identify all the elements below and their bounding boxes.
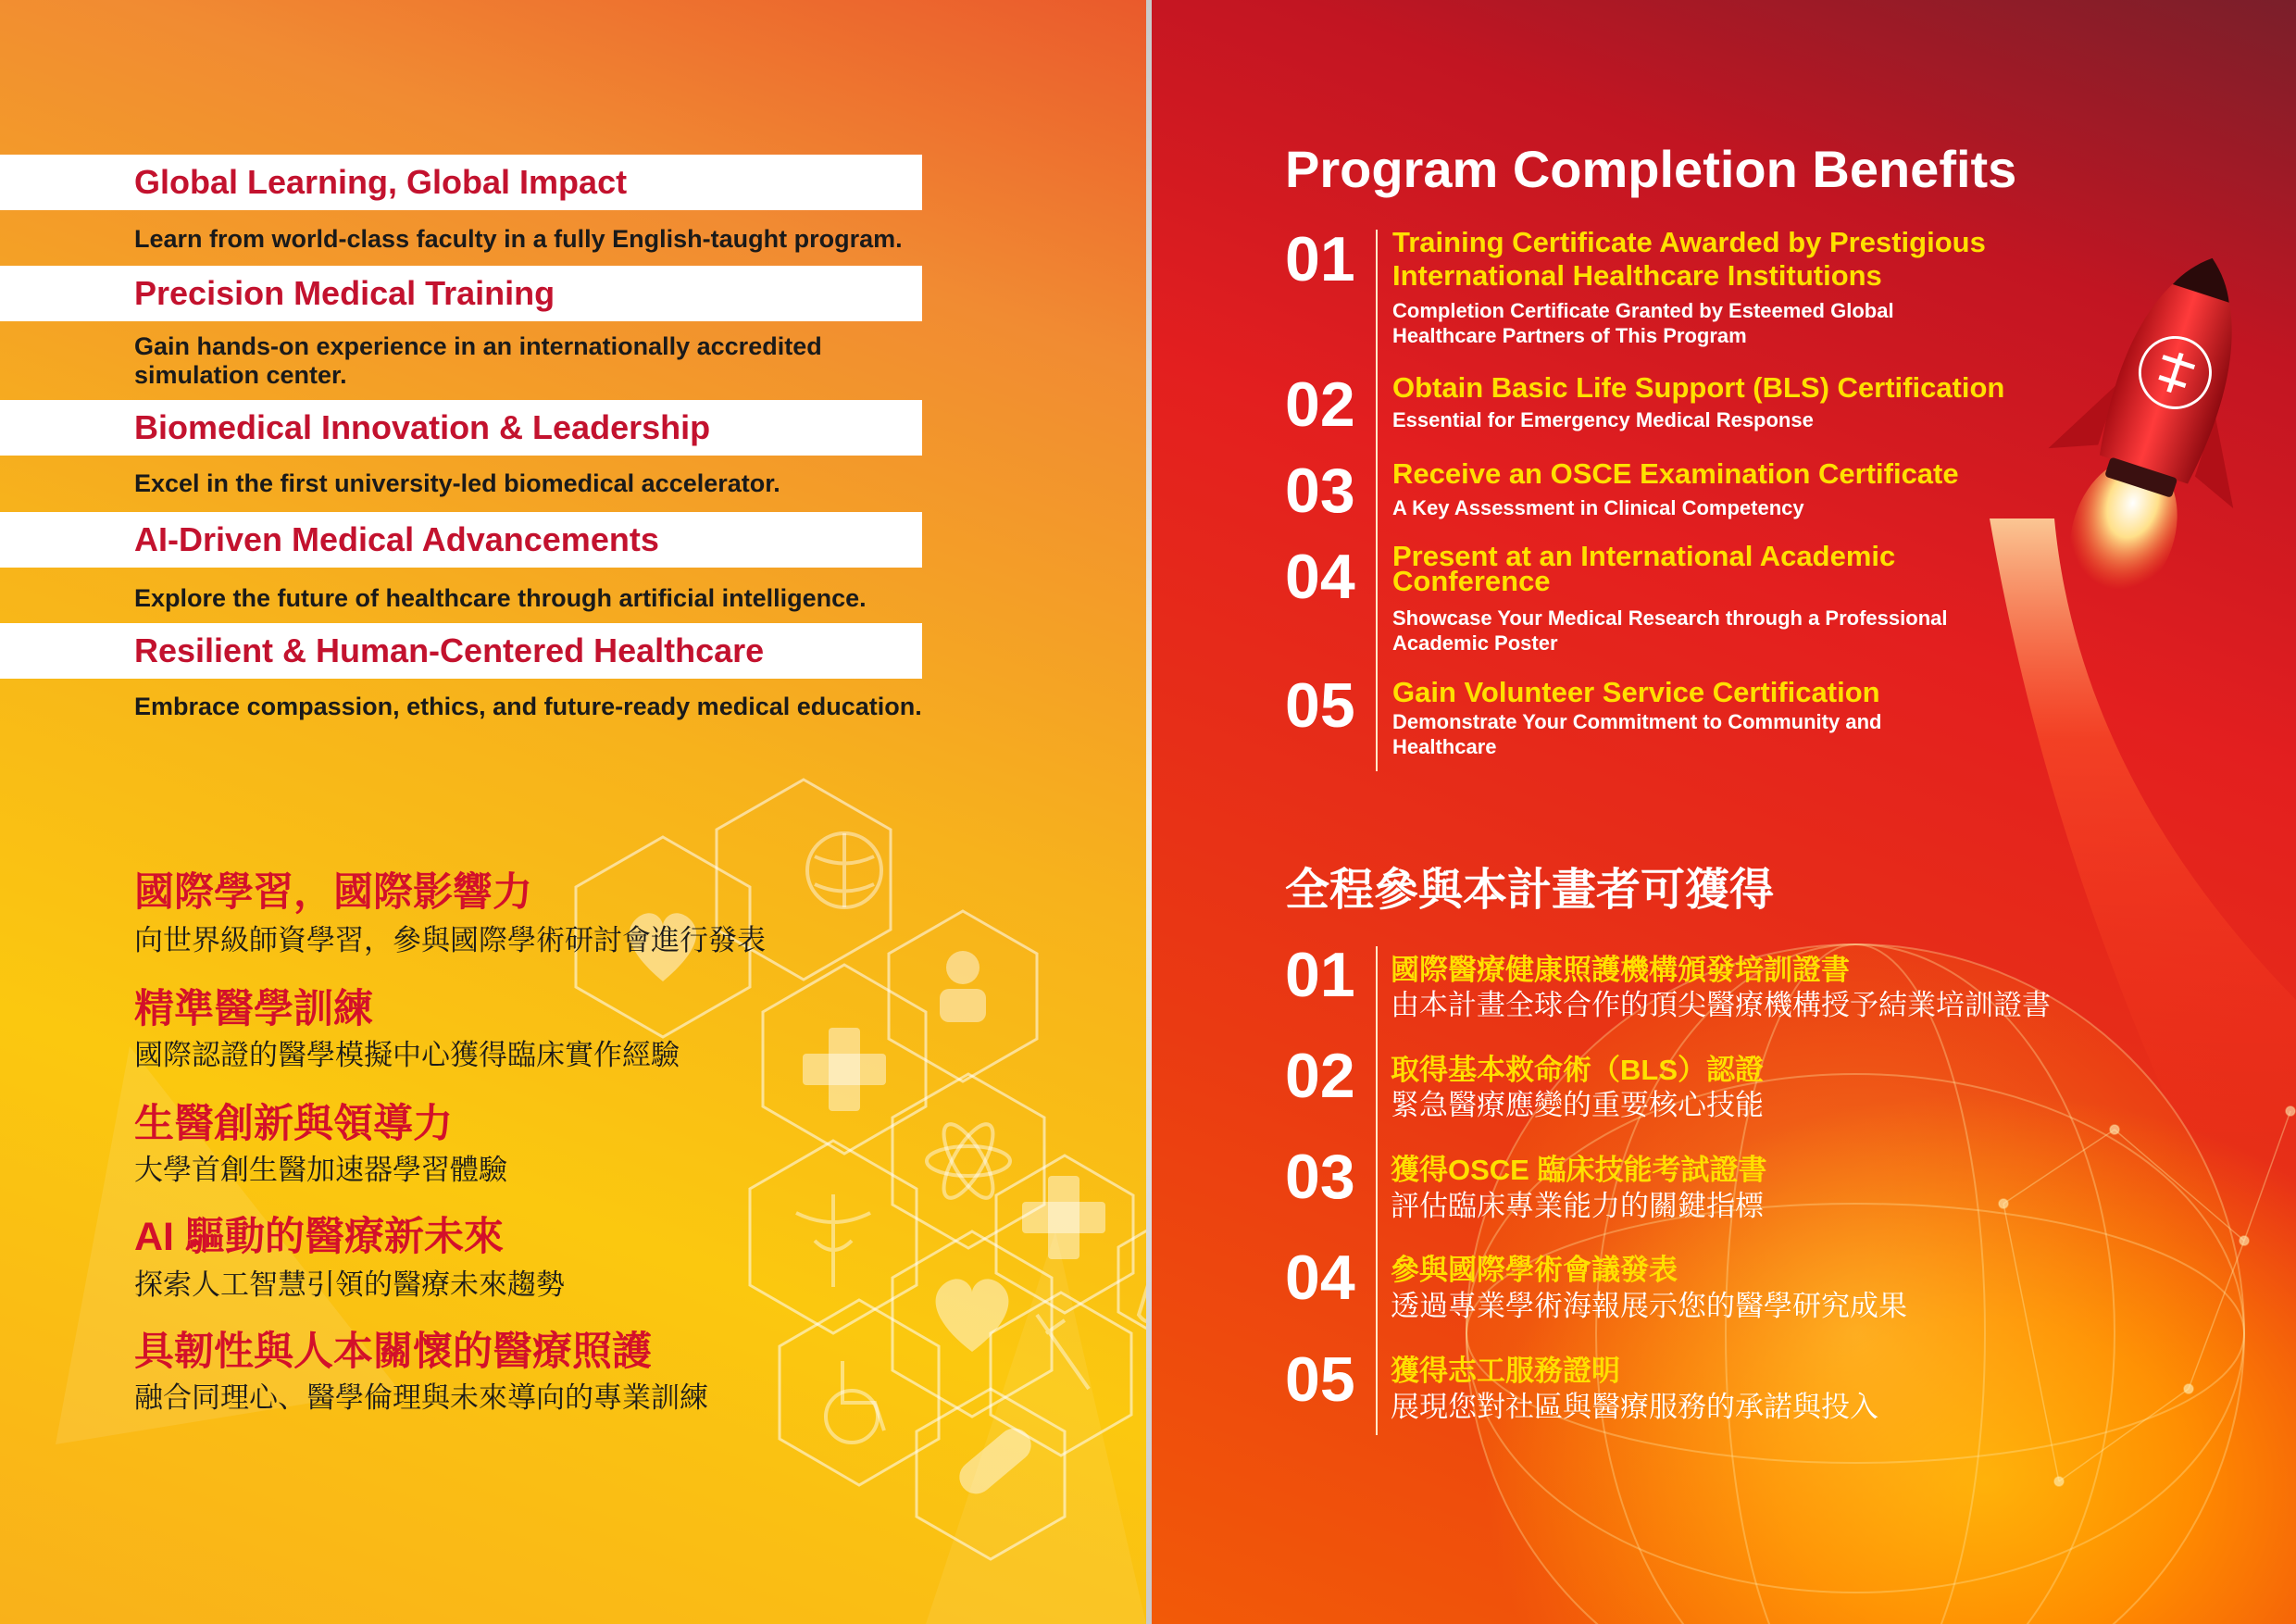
zh-benefit-desc: 由本計畫全球合作的頂尖醫療機構授予結業培訓證書 bbox=[1391, 989, 2051, 1021]
pill-icon bbox=[953, 1421, 1038, 1500]
feature-title: Precision Medical Training bbox=[134, 274, 555, 312]
benefit-desc: Essential for Emergency Medical Response bbox=[1392, 408, 1814, 431]
benefits-heading: Program Completion Benefits bbox=[1285, 140, 2017, 198]
benefit-number: 03 bbox=[1285, 1142, 1355, 1212]
benefit-title: Training Certificate Awarded by Prestigious International Healthcare Institutions bbox=[1392, 226, 1986, 292]
feature-desc: Learn from world-class faculty in a fully English-taught program. bbox=[134, 225, 903, 253]
benefits-heading-zh: 全程參與本計畫者可獲得 bbox=[1285, 866, 1775, 915]
feature-title: Global Learning, Global Impact bbox=[134, 163, 628, 201]
zh-feature-title: AI 驅動的醫療新未來 bbox=[134, 1215, 504, 1259]
zh-benefit-desc: 評估臨床專業能力的關鍵指標 bbox=[1391, 1190, 1764, 1222]
benefit-number: 02 bbox=[1285, 369, 1355, 440]
benefit-number: 03 bbox=[1285, 456, 1355, 526]
benefit-number: 01 bbox=[1285, 940, 1355, 1010]
benefit-number: 04 bbox=[1285, 542, 1355, 612]
doctor-icon bbox=[946, 951, 980, 984]
benefit-title: Present at an International Academic Conference bbox=[1392, 540, 1896, 597]
feature-title: Resilient & Human-Centered Healthcare bbox=[134, 631, 765, 669]
test-tube-icon bbox=[1139, 1241, 1146, 1322]
zh-feature-title: 精準醫學訓練 bbox=[134, 987, 373, 1031]
benefit-title: Obtain Basic Life Support (BLS) Certification bbox=[1392, 371, 2005, 404]
caduceus-icon bbox=[796, 1194, 870, 1287]
benefit-desc: A Key Assessment in Clinical Competency bbox=[1392, 496, 1804, 519]
right-panel bbox=[1152, 0, 2296, 1624]
benefit-number: 01 bbox=[1285, 224, 1355, 294]
feature-desc: Embrace compassion, ethics, and future-ready medical education. bbox=[134, 693, 922, 720]
zh-feature-desc: 探索人工智慧引領的醫療未來趨勢 bbox=[134, 1268, 565, 1301]
zh-feature-title: 國際學習，國際影響力 bbox=[134, 870, 532, 915]
benefit-number: 04 bbox=[1285, 1243, 1355, 1313]
zh-benefit-desc: 透過專業學術海報展示您的醫學研究成果 bbox=[1391, 1290, 1907, 1322]
zh-feature-desc: 大學首創生醫加速器學習體驗 bbox=[134, 1154, 507, 1186]
syringe-icon bbox=[1037, 1315, 1089, 1389]
zh-feature-title: 具韌性與人本關懷的醫療照護 bbox=[134, 1330, 652, 1374]
atom-icon bbox=[927, 1146, 1010, 1176]
wheelchair-icon bbox=[826, 1391, 878, 1443]
feature-desc: Explore the future of healthcare through artificial intelligence. bbox=[134, 584, 867, 612]
feature-desc: Excel in the first university-led biomedical accelerator. bbox=[134, 469, 780, 497]
zh-feature-desc: 融合同理心、醫學倫理與未來導向的專業訓練 bbox=[134, 1381, 708, 1414]
benefit-desc: Completion Certificate Granted by Esteemed Global Healthcare Partners of This Program bbox=[1392, 299, 1894, 347]
benefit-number: 05 bbox=[1285, 670, 1355, 741]
zh-benefit-title: 獲得志工服務證明 bbox=[1391, 1355, 1620, 1387]
benefit-desc: Showcase Your Medical Research through a Professional Academic Poster bbox=[1392, 606, 1948, 655]
zh-feature-desc: 向世界級師資學習，參與國際學術研討會進行發表 bbox=[134, 924, 766, 956]
rocket-graphic bbox=[2022, 231, 2296, 620]
feature-title: Biomedical Innovation & Leadership bbox=[134, 408, 711, 446]
feature-title: AI-Driven Medical Advancements bbox=[134, 520, 659, 558]
zh-feature-title: 生醫創新與領導力 bbox=[134, 1102, 453, 1146]
feature-desc: Gain hands-on experience in an internationally accredited simulation center. bbox=[134, 332, 822, 389]
benefit-title: Receive an OSCE Examination Certificate bbox=[1392, 457, 1959, 490]
zh-benefit-desc: 緊急醫療應變的重要核心技能 bbox=[1391, 1089, 1764, 1121]
zh-benefit-desc: 展現您對社區與醫療服務的承諾與投入 bbox=[1391, 1391, 1878, 1423]
zh-benefit-title: 取得基本救命術（BLS）認證 bbox=[1391, 1054, 1764, 1086]
zh-benefit-title: 國際醫療健康照護機構頒發培訓證書 bbox=[1391, 954, 1850, 986]
zh-benefit-title: 獲得OSCE 臨床技能考試證書 bbox=[1391, 1154, 1767, 1186]
benefit-number: 02 bbox=[1285, 1041, 1355, 1111]
zh-benefit-title: 參與國際學術會議發表 bbox=[1391, 1254, 1678, 1286]
left-panel bbox=[0, 0, 1146, 1624]
zh-feature-desc: 國際認證的醫學模擬中心獲得臨床實作經驗 bbox=[134, 1039, 680, 1071]
benefit-number: 05 bbox=[1285, 1344, 1355, 1415]
benefit-desc: Demonstrate Your Commitment to Community and Healthcare bbox=[1392, 710, 1882, 758]
benefit-title: Gain Volunteer Service Certification bbox=[1392, 676, 1880, 708]
heart-plus-icon bbox=[936, 1279, 1009, 1352]
